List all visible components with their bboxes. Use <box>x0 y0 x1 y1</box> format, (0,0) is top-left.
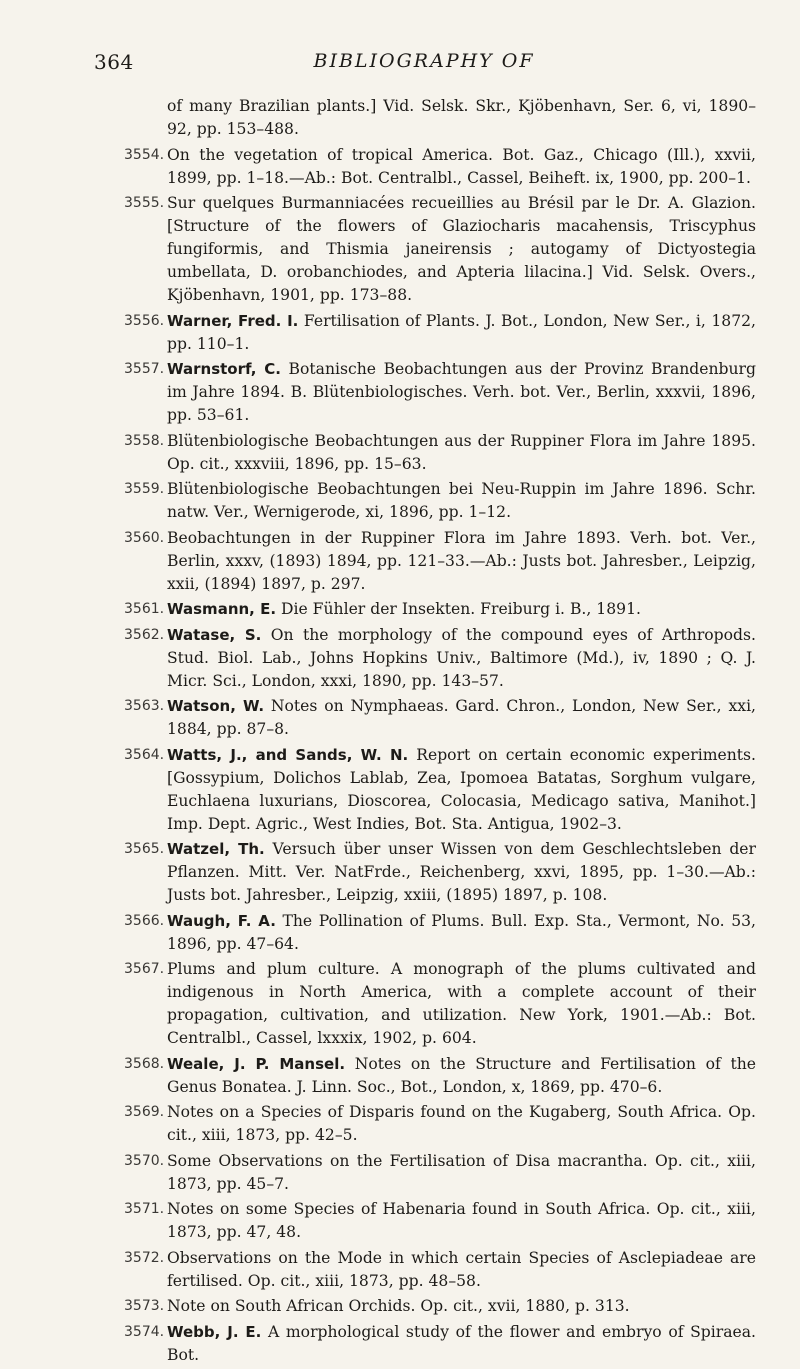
entry-number: 3559. <box>124 481 165 497</box>
entry-number: 3563. <box>124 698 165 714</box>
bibliography-entry <box>0 958 800 1050</box>
entry-number: 3555. <box>124 195 165 211</box>
bibliography-entry <box>0 838 800 907</box>
entry-number: 3574. <box>124 1323 165 1340</box>
entry-number: 3557. <box>124 361 165 377</box>
entry-number: 3571. <box>124 1201 165 1217</box>
page-number: 364 <box>94 50 134 74</box>
entry-text: Blütenbiologische Beobachtungen aus der Ruppiner Flora im Jahre 1895. Op. cit., xxxviii, 1896, pp. 15–63. <box>167 431 756 473</box>
bibliography-entry <box>0 598 800 621</box>
bibliography-entry <box>0 1198 800 1244</box>
bibliography-entry <box>0 192 800 307</box>
entry-number: 3556. <box>124 312 165 329</box>
entry-text: Sur quelques Burmanniacées recueillies au Brésil par le Dr. A. Glazion. [Structure of the flowers of Glaziocharis macahensis, Triscyphus fungiformis, and Thismia janeirensis ; autogamy of Dictyostegia umbellata, D. orobanchiodes, and Apteria lilacina.] Vid. Selsk. Overs., Kjöbenhavn, 1901, pp. 173–88. <box>167 194 756 304</box>
entry-text: Notes on a Species of Disparis found on the Kugaberg, South Africa. Op. cit., xiii, 1873, pp. 42–5. <box>167 1103 756 1144</box>
entry-author: Waugh, F. A. <box>167 911 276 930</box>
bibliography-entry <box>0 624 800 693</box>
entry-author: Weale, J. P. Mansel. <box>167 1054 346 1073</box>
running-head: BIBLIOGRAPHY OF <box>313 50 535 72</box>
bibliography-entry <box>0 430 800 476</box>
entry-author: Warner, Fred. I. <box>167 311 299 330</box>
entry-text: Versuch über unser Wissen von dem Geschlechtsleben der Pflanzen. Mitt. Ver. NatFrde., Reichenberg, xxvi, 1895, pp. 1–30.—Ab.: Justs bot. Jahresber., Leipzig, xxiii, (1895) 1897, p. 108. <box>167 840 756 904</box>
entry-number: 3561. <box>124 601 165 617</box>
entry-text: On the vegetation of tropical America. Bot. Gaz., Chicago (Ill.), xxvii, 1899, pp. 1–18.—Ab.: Bot. Centralbl., Cassel, Beiheft. ix, 1900, pp. 200–1. <box>167 145 756 187</box>
entry-text: Beobachtungen in der Ruppiner Flora im Jahre 1893. Verh. bot. Ver., Berlin, xxxv, (1893) 1894, pp. 121–33.—Ab.: Justs bot. Jahresber., Leipzig, xxii, (1894) 1897, p. 297. <box>167 528 756 593</box>
entry-text: The Pollination of Plums. Bull. Exp. Sta., Vermont, No. 53, 1896, pp. 47–64. <box>167 911 756 953</box>
entry-number: 3568. <box>124 1055 165 1072</box>
bibliography-entry <box>0 695 800 741</box>
entry-text: Fertilisation of Plants. J. Bot., London, New Ser., i, 1872, pp. 110–1. <box>167 311 757 353</box>
page-header <box>94 50 754 80</box>
entry-text: Notes on Nymphaeas. Gard. Chron., London, New Ser., xxi, 1884, pp. 87–8. <box>167 697 757 738</box>
entry-text: Blütenbiologische Beobachtungen bei Neu-Ruppin im Jahre 1896. Schr. natw. Ver., Wernigerode, xi, 1896, pp. 1–12. <box>167 480 756 521</box>
entry-number: 3570. <box>124 1152 165 1169</box>
entry-number: 3565. <box>124 841 165 857</box>
entry-text: Die Fühler der Insekten. Freiburg i. B., 1891. <box>276 600 641 618</box>
entry-number: 3560. <box>124 529 165 546</box>
bibliography-entry <box>0 1321 800 1367</box>
bibliography-entry <box>0 310 800 356</box>
entry-text: Report on certain economic experiments. [Gossypium, Dolichos Lablab, Zea, Ipomoea Batatas, Sorghum vulgare, Euchlaena luxurians, Dioscorea, Colocasia, Medicago sativa, Manihot.] Imp. Dept. Agric., West Indies, Bot. Sta. Antigua, 1902–3. <box>167 745 756 833</box>
entry-number: 3569. <box>124 1104 165 1120</box>
entry-number: 3566. <box>124 912 165 929</box>
bibliography-entry <box>0 478 800 524</box>
entry-number: 3562. <box>124 626 165 643</box>
entry-author: Watzel, Th. <box>167 840 265 858</box>
bibliography-entry <box>0 358 800 427</box>
entry-text: Note on South African Orchids. Op. cit., xvii, 1880, p. 313. <box>167 1297 630 1315</box>
entry-author: Watts, J., and Sands, W. N. <box>167 745 409 764</box>
entry-author: Watson, W. <box>167 697 265 715</box>
bibliography-entry <box>0 144 800 190</box>
entry-text: Some Observations on the Fertilisation of Disa macrantha. Op. cit., xiii, 1873, pp. 45–7. <box>167 1151 756 1193</box>
entry-text: Observations on the Mode in which certain Species of Asclepiadeae are fertilised. Op. cit., xiii, 1873, pp. 48–58. <box>167 1248 756 1290</box>
entry-text: A morphological study of the flower and embryo of Spiraea. Bot. <box>167 1322 756 1364</box>
bibliography-entry <box>0 1150 800 1196</box>
entry-author: Wasmann, E. <box>167 600 277 618</box>
bibliography-entry <box>0 744 800 836</box>
bibliography-entry <box>0 1247 800 1293</box>
entry-text: On the morphology of the compound eyes of Arthropods. Stud. Biol. Lab., Johns Hopkins Univ., Baltimore (Md.), iv, 1890 ; Q. J. Micr. Sci., London, xxxi, 1890, pp. 143–57. <box>167 625 756 690</box>
entry-number: 3558. <box>124 432 165 449</box>
bibliography-entry <box>0 1053 800 1099</box>
bibliography-entry <box>0 527 800 596</box>
entry-number: 3573. <box>124 1298 165 1314</box>
entry-text: Botanische Beobachtungen aus der Provinz Brandenburg im Jahre 1894. B. Blütenbiologisches. Verh. bot. Ver., Berlin, xxxvii, 1896, pp. 53–61. <box>167 360 756 424</box>
entry-number: 3567. <box>124 961 165 977</box>
entry-number: 3564. <box>124 746 165 763</box>
entry-text: of many Brazilian plants.] Vid. Selsk. Skr., Kjöbenhavn, Ser. 6, vi, 1890–92, pp. 153–488. <box>167 97 756 138</box>
bibliography-entries <box>0 95 800 1369</box>
entry-text: Plums and plum culture. A monograph of the plums cultivated and indigenous in North America, with a complete account of their propagation, cultivation, and utilization. New York, 1901.—Ab.: Bot. Centralbl., Cassel, lxxxix, 1902, p. 604. <box>167 960 756 1047</box>
entry-number: 3572. <box>124 1249 165 1266</box>
entry-number: 3554. <box>124 146 165 163</box>
entry-author: Watase, S. <box>167 625 262 644</box>
bibliography-entry <box>0 910 800 956</box>
entry-author: Warnstorf, C. <box>167 360 281 378</box>
entry-text: Notes on the Structure and Fertilisation of the Genus Bonatea. J. Linn. Soc., Bot., London, x, 1869, pp. 470–6. <box>167 1054 756 1096</box>
entry-author: Webb, J. E. <box>167 1322 262 1341</box>
entry-text: Notes on some Species of Habenaria found in South Africa. Op. cit., xiii, 1873, pp. 47, 48. <box>167 1200 756 1241</box>
bibliography-entry <box>0 95 800 141</box>
bibliography-entry <box>0 1295 800 1318</box>
bibliography-entry <box>0 1101 800 1147</box>
